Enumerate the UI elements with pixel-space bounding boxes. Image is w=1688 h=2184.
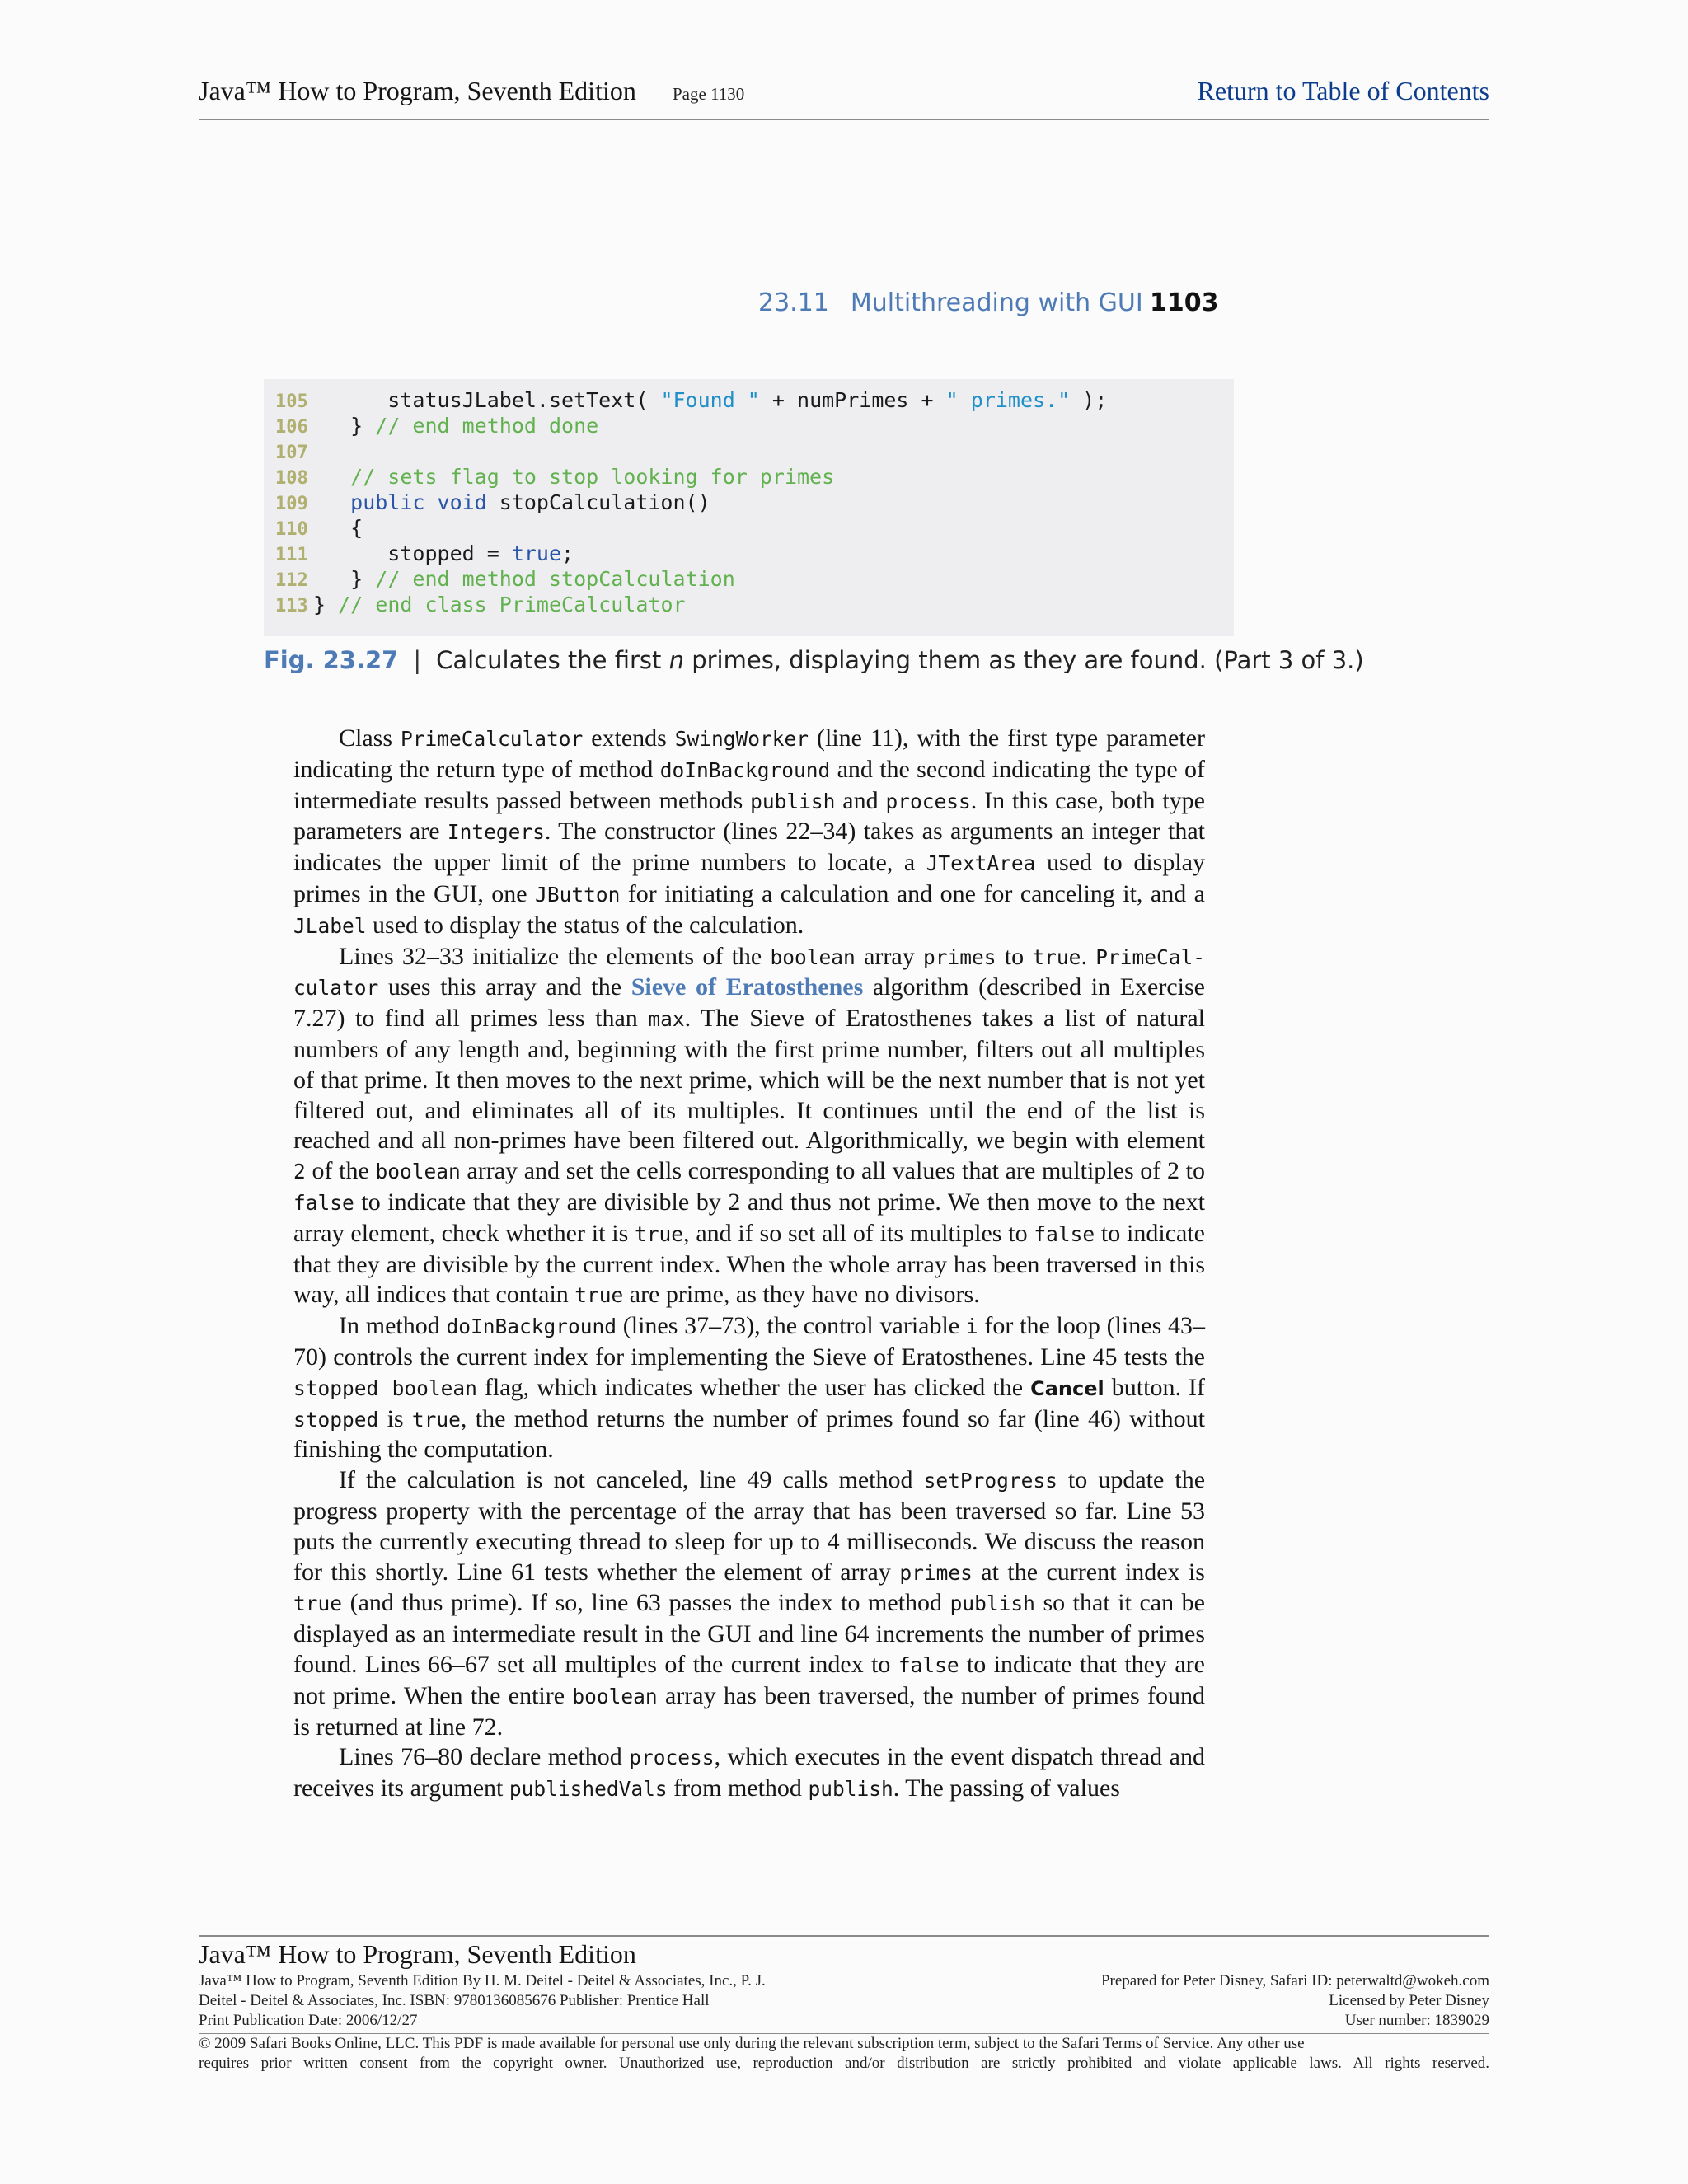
code-text: ; <box>561 541 574 565</box>
inline-code: publish <box>750 789 836 813</box>
inline-code: doInBackground <box>659 757 831 782</box>
inline-code: i <box>965 1315 978 1339</box>
code-line <box>275 464 834 490</box>
line-number: 106 <box>275 417 308 438</box>
code-string: " primes." <box>945 388 1071 412</box>
ui-label: Cancel <box>1030 1376 1104 1400</box>
footer-book-title: Java™ How to Program, Seventh Edition <box>199 1939 636 1969</box>
code-comment: // end method stopCalculation <box>375 567 735 591</box>
inline-code: boolean <box>770 944 856 969</box>
inline-code: true <box>574 1283 624 1308</box>
inline-code: false <box>1034 1221 1095 1246</box>
body-paragraph: Lines 76–80 declare method process, which executes in the event dispatch thread and receives its argument publishedVals from method publish. The passing of values <box>293 1743 1205 1802</box>
code-line <box>275 592 686 617</box>
inline-code: false <box>293 1190 354 1215</box>
footer-row <box>199 2012 1489 2032</box>
inline-code: 2 <box>293 1160 306 1184</box>
line-number: 112 <box>275 570 308 591</box>
code-comment: // sets flag to stop looking for primes <box>313 465 835 489</box>
code-string: "Found " <box>660 388 760 412</box>
inline-code: boolean <box>572 1684 658 1708</box>
inline-code: Integers <box>447 820 545 845</box>
code-line <box>275 413 598 438</box>
inline-code: JButton <box>535 882 621 907</box>
caption-text-after: primes, displaying them as they are found. (Part 3 of 3.) <box>684 646 1364 674</box>
inline-code: PrimeCalculator <box>400 727 584 751</box>
line-number: 113 <box>275 596 308 616</box>
code-line <box>275 387 1107 413</box>
footer-row-right: User number: 1839029 <box>1344 2012 1489 2029</box>
page-header <box>199 76 1489 120</box>
inline-code: true <box>411 1407 461 1432</box>
return-to-toc-link[interactable]: Return to Table of Contents <box>1197 76 1489 105</box>
inline-code: max <box>648 1007 685 1032</box>
code-text: stopCalculation() <box>486 490 710 514</box>
body-text <box>293 724 1205 1805</box>
code-text: statusJLabel.setText( <box>313 388 661 412</box>
book-title: Java™ How to Program, Seventh Edition <box>199 76 636 105</box>
code-text: } <box>313 567 376 591</box>
inline-code: publish <box>950 1591 1035 1616</box>
code-comment: // end method done <box>375 414 599 438</box>
code-line <box>275 490 710 515</box>
inline-code: true <box>293 1591 343 1616</box>
sieve-link[interactable]: Sieve of Eratosthenes <box>631 973 864 1001</box>
page-reference: Page 1130 <box>673 84 745 104</box>
running-head <box>758 288 1143 317</box>
inline-code: PrimeCal-culator <box>293 944 1205 1001</box>
inline-code: primes <box>899 1560 973 1585</box>
inline-code: stopped <box>293 1407 379 1432</box>
caption-separator: | <box>413 646 422 674</box>
line-number: 107 <box>275 443 308 463</box>
inline-code: primes <box>922 944 996 969</box>
code-text: ); <box>1070 388 1108 412</box>
code-keyword: public void <box>313 490 487 514</box>
code-line <box>275 515 363 541</box>
footer-row-left: Print Publication Date: 2006/12/27 <box>199 2012 418 2029</box>
inline-code: publish <box>808 1777 893 1802</box>
footer-legal-line: © 2009 Safari Books Online, LLC. This PDF is made available for personal use only during the relevant subscription term, subject to the Safari Terms of Service. Any other use <box>199 2035 1305 2052</box>
code-comment: // end class PrimeCalculator <box>338 593 686 616</box>
footer-row <box>199 1992 1489 2012</box>
code-text: } <box>313 593 339 616</box>
footer-legal-line: requires prior written consent from the copyright owner. Unauthorized use, reproduction and/or distribution are strictly prohibited and violate applicable laws. All rights reserved. <box>199 2055 1489 2072</box>
code-keyword: true <box>511 541 562 565</box>
section-title: Multithreading with GUI <box>850 288 1143 317</box>
line-number: 108 <box>275 468 308 489</box>
inline-code: JTextArea <box>926 851 1036 876</box>
footer-row-left: Java™ How to Program, Seventh Edition By H. M. Deitel - Deitel & Associates, Inc., P. J. <box>199 1972 766 1990</box>
line-number: 110 <box>275 519 308 540</box>
code-line <box>275 541 574 566</box>
line-number: 109 <box>275 494 308 514</box>
inline-code: true <box>635 1221 684 1246</box>
inline-code: process <box>629 1746 715 1770</box>
section-number: 23.11 <box>758 288 829 317</box>
footer-divider <box>199 1935 1489 1937</box>
figure-caption <box>264 646 1364 674</box>
page-footer <box>199 1935 1489 2074</box>
inline-code: process <box>885 789 971 813</box>
inline-code: stopped boolean <box>293 1376 477 1400</box>
inline-code: publishedVals <box>509 1777 668 1802</box>
caption-text-before: Calculates the first <box>436 646 669 674</box>
body-paragraph: In method doInBackground (lines 37–73), the control variable i for the loop (lines 43–70) controls the current index for implementing the Sieve of Eratosthenes. Line 45 tests the stopped boolean flag, which indicates whether the user has clicked the Cancel button. If stopped is true, the method returns the number of primes found so far (line 46) without finishing the computation. <box>293 1312 1206 1464</box>
page-number: 1103 <box>1150 288 1219 317</box>
code-text: + numPrimes + <box>759 388 946 412</box>
inline-code: false <box>898 1652 959 1677</box>
code-text: { <box>313 516 363 540</box>
code-text: } <box>313 414 376 438</box>
figure-label: Fig. 23.27 <box>264 646 399 674</box>
footer-row-right: Licensed by Peter Disney <box>1329 1992 1489 2009</box>
line-number: 105 <box>275 391 308 412</box>
inline-code: boolean <box>375 1160 461 1184</box>
code-line <box>275 438 313 464</box>
code-listing <box>264 379 1234 636</box>
body-paragraph: Class PrimeCalculator extends SwingWorker (line 11), with the first type parameter indicating the return type of method doInBackground and the second indicating the type of intermediate results passed between methods publish and process. In this case, both type parameters are Integers. The constructor (lines 22–34) takes as arguments an integer that indicates the upper limit of the prime numbers to locate, a JTextArea used to display primes in the GUI, one JButton for initiating a calculation and one for canceling it, and a JLabel used to display the status of the calculation. <box>293 724 1206 939</box>
inline-code: JLabel <box>293 913 367 938</box>
inline-code: setProgress <box>923 1469 1057 1493</box>
body-paragraph: If the calculation is not canceled, line 49 calls method setProgress to update the progress property with the percentage of the array that has been traversed so far. Line 53 puts the currently executing thread to sleep for up to 4 milliseconds. We discuss the reason for this shortly. Line 61 tests whether the element of array primes at the current index is true (and thus prime). If so, line 63 passes the index to method publish so that it can be displayed as an intermediate result in the GUI and line 64 increments the number of primes found. Lines 66–67 set all multiples of the current index to false to indicate that they are not prime. When the entire boolean array has been traversed, the number of primes found is returned at line 72. <box>293 1466 1206 1741</box>
caption-text-italic: n <box>668 646 684 674</box>
code-line <box>275 566 735 592</box>
inline-code: doInBackground <box>446 1315 617 1339</box>
inline-code: true <box>1032 944 1081 969</box>
inline-code: SwingWorker <box>674 727 809 751</box>
line-number: 111 <box>275 545 308 565</box>
footer-row-left: Deitel - Deitel & Associates, Inc. ISBN: 9780136085676 Publisher: Prentice Hall <box>199 1992 710 2009</box>
code-text: stopped = <box>313 541 512 565</box>
body-paragraph: Lines 32–33 initialize the elements of the boolean array primes to true. PrimeCal-culator uses this array and the Sieve of Eratosthenes algorithm (described in Exercise 7.27) to find all primes less than max. The Sieve of Eratosthenes takes a list of natural numbers of any length and, beginning with the first prime number, filters out all multiples of that prime. It then moves to the next prime, which will be the next number that is not yet filtered out, and eliminates all of its multiples. It continues until the end of the list is reached and all non-primes have been filtered out. Algorithmically, we begin with element 2 of the boolean array and set the cells corresponding to all values that are multiples of 2 to false to indicate that they are divisible by 2 and thus not prime. We then move to the next array element, check whether it is true, and if so set all of its multiples to false to indicate that they are divisible by the current index. When the whole array has been traversed in this way, all indices that contain true are prime, as they have no divisors. <box>293 942 1206 1309</box>
footer-row-right: Prepared for Peter Disney, Safari ID: peterwaltd@wokeh.com <box>1100 1972 1489 1990</box>
footer-row <box>199 1972 1489 1992</box>
